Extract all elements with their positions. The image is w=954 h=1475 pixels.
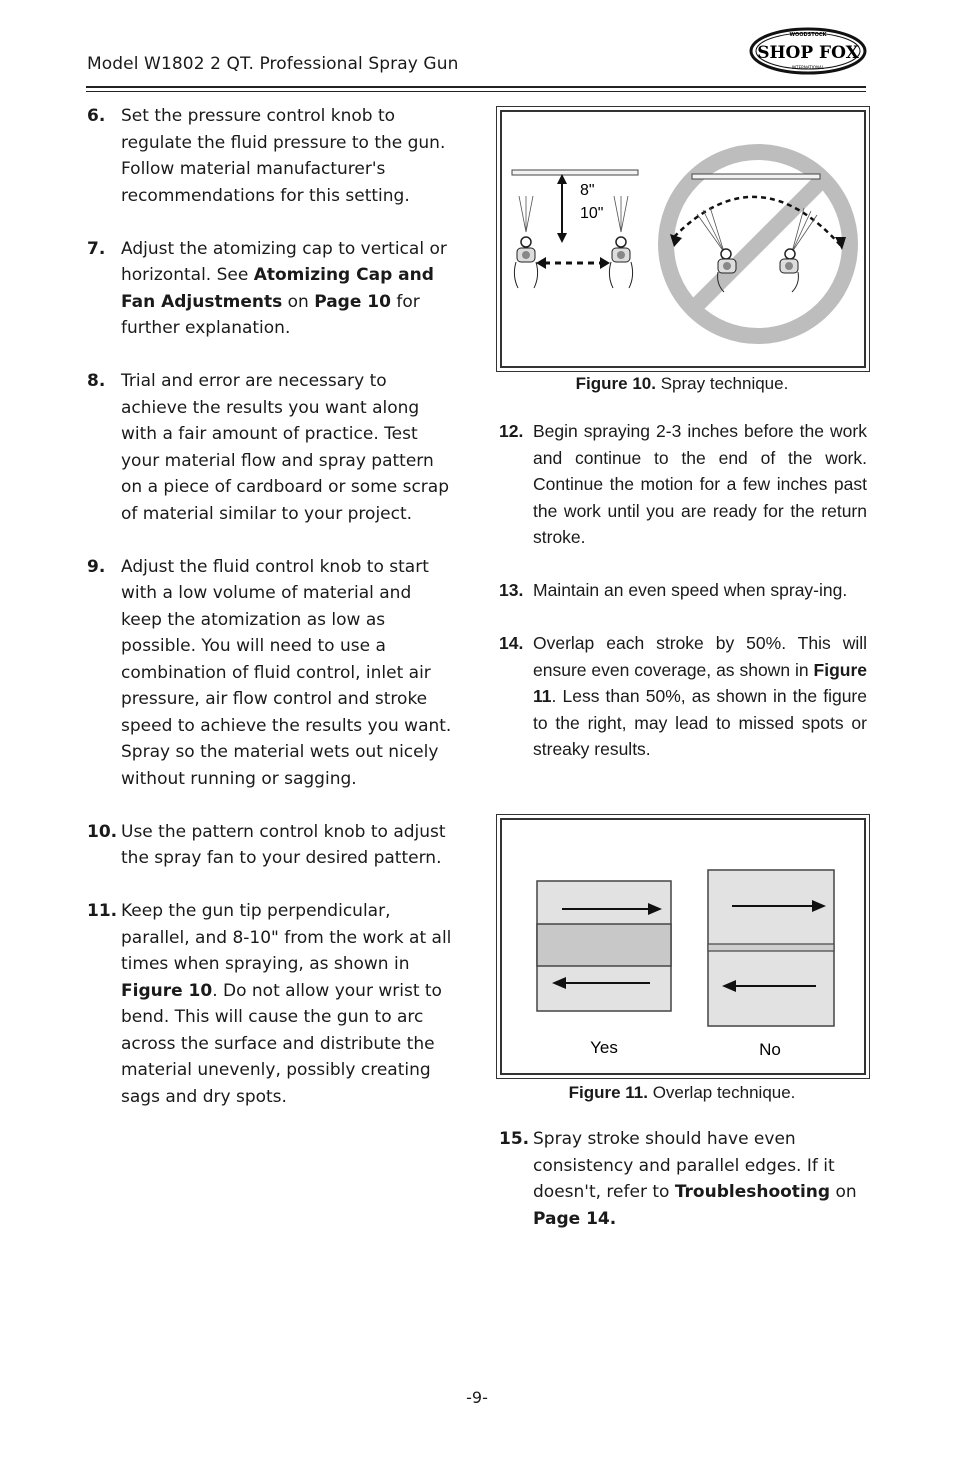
step-9: 9. Adjust the fluid control knob to start with a low volume of material and keep the atomization as low as possible. You will need to use a combination of fluid control, inlet air pressure, air flow control and stroke speed to achieve the results you want. Spray so the material wets out nicely without running or sagging.: [87, 556, 452, 789]
right-column-lower: [499, 1126, 867, 1259]
overlap-no-label: No: [759, 1040, 781, 1059]
ref-page-14: Page 14.: [533, 1208, 617, 1229]
header-rule-thin: [86, 91, 866, 92]
spray-gun-right-icon: [609, 237, 632, 288]
ref-figure-11: Figure 11: [533, 659, 867, 706]
step-10: 10. Use the pattern control knob to adjust the spray fan to your desired pattern.: [87, 821, 446, 868]
header-rule: [86, 86, 866, 88]
distance-top-label: 8": [580, 182, 595, 199]
step-12: 12. Begin spraying 2-3 inches before the work and continue to the end of the work. Continue the motion for a few inches past the work until you are ready for the return stroke.: [499, 421, 867, 547]
shop-fox-logo: [748, 26, 868, 76]
ref-atomizing-cap: Atomizing Cap and Fan Adjustments: [121, 265, 434, 312]
step-8: 8. Trial and error are necessary to achieve the results you want along with a fair amount of practice. Test your material flow and spray pattern on a piece of cardboard or some scrap of material similar to your project.: [87, 371, 449, 524]
ref-page-10: Page 10: [314, 291, 391, 312]
overlap-yes-label: Yes: [590, 1038, 618, 1057]
prohibited-sign: [666, 152, 850, 336]
left-column: [87, 103, 457, 1137]
distance-bottom-label: 10": [580, 205, 604, 222]
right-column-upper: [499, 418, 867, 789]
figure-10-frame: [496, 106, 870, 372]
angled-spray-gun-right-icon: [780, 249, 798, 292]
page-header-title: Model W1802 2 QT. Professional Spray Gun: [87, 54, 459, 74]
spray-gun-left-icon: [514, 237, 537, 288]
page-number: -9-: [466, 1388, 488, 1407]
step-6: 6. Set the pressure control knob to regulate the fluid pressure to the gun. Follow material manufacturer's recommendations for this setting.: [87, 106, 446, 206]
figure-11-illustration: [502, 820, 864, 1073]
step-13: 13. Maintain an even speed when spray-ing.: [499, 580, 848, 600]
figure-10-illustration: [502, 112, 864, 366]
overlap-yes-diagram: [537, 881, 671, 1011]
figure-10-caption: Figure 10. Spray technique.: [575, 374, 789, 393]
logo-bottom-text: INTERNATIONAL: [791, 65, 825, 70]
logo-text: SHOP FOX: [757, 43, 859, 63]
ref-troubleshooting: Troubleshooting: [674, 1182, 831, 1202]
step-11: 11. Keep the gun tip perpendicular, parallel, and 8-10" from the work at all times when spraying, as shown in Figure 10. Do not allow your wrist to bend. This will cause the gun to arc across the surface and distribute the material unevenly, possibly creating sags and dry spots.: [87, 901, 452, 1107]
overlap-no-diagram: [708, 870, 834, 1026]
step-7: 7. Adjust the atomizing cap to vertical or horizontal. See Atomizing Cap and Fan Adjustments on Page 10 for further explanation.: [87, 238, 447, 338]
logo-top-text: WOODSTOCK: [789, 32, 827, 38]
figure-11-caption: Figure 11. Overlap technique.: [568, 1083, 796, 1102]
ref-figure-10: Figure 10: [121, 980, 213, 1001]
figure-11-frame: [496, 814, 870, 1079]
step-15: 15. Spray stroke should have even consistency and parallel edges. If it doesn't, refer to Troubleshooting on Page 14.: [499, 1129, 857, 1229]
step-14: 14. Overlap each stroke by 50%. This will ensure even coverage, as shown in Figure 11. Less than 50%, as shown in the figure to the right, may lead to missed spots or streaky results.: [499, 633, 867, 759]
